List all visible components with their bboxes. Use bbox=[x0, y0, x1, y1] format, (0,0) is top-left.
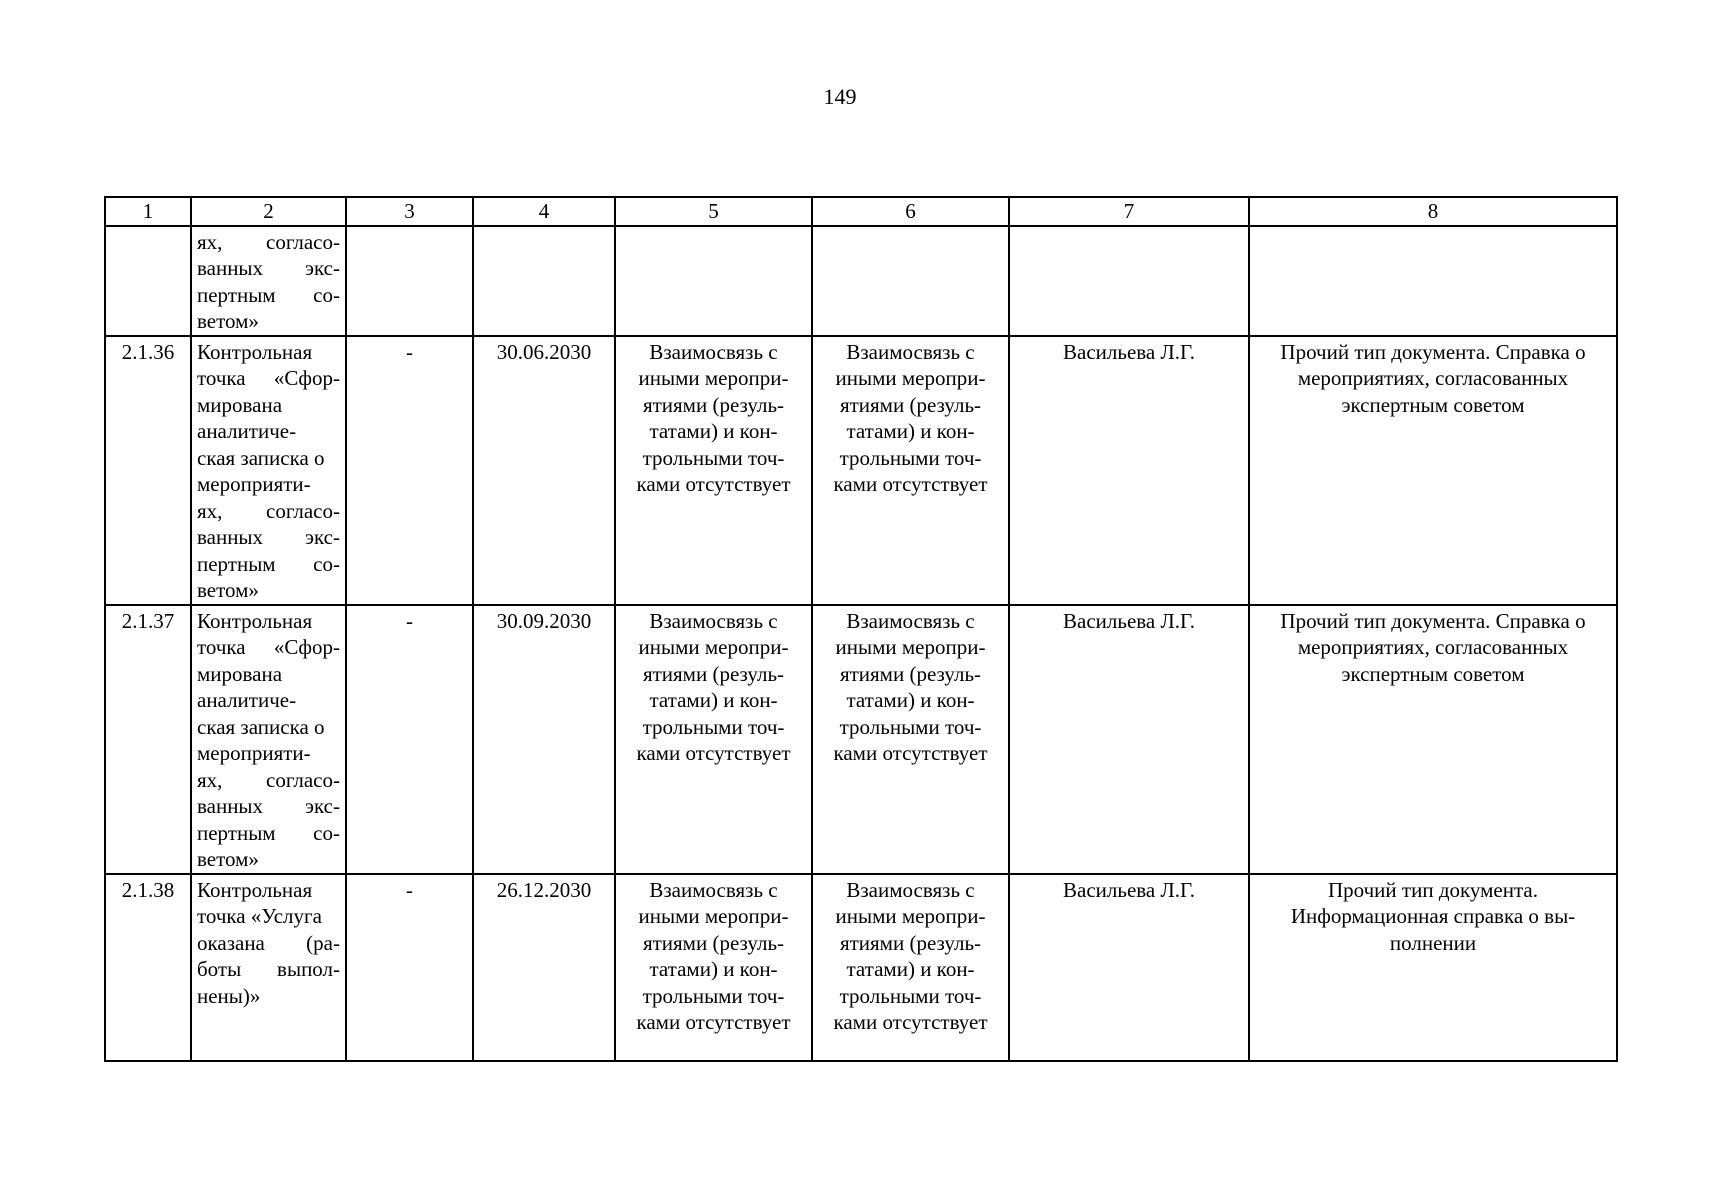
cell-document bbox=[1249, 605, 1617, 874]
name-line: нены)» bbox=[197, 983, 261, 1008]
cell-relation-2 bbox=[812, 226, 1009, 336]
name-line: Контрольная bbox=[197, 877, 313, 902]
name-line: боты выпол- bbox=[197, 957, 340, 981]
relation-line: ятиями (резуль- bbox=[642, 392, 785, 417]
cell-name bbox=[191, 874, 346, 1061]
relation-line: иными меропри- bbox=[638, 635, 789, 659]
relation-line: Взаимосвязь с bbox=[846, 608, 975, 633]
cell-date: 30.06.2030 bbox=[473, 336, 615, 605]
continuation-row bbox=[105, 226, 1617, 336]
cell-responsible bbox=[1009, 226, 1249, 336]
relation-line: татами) и кон- bbox=[846, 957, 975, 981]
cell-number bbox=[105, 226, 191, 336]
name-line: пертным со- bbox=[197, 820, 340, 845]
relation-line: Взаимосвязь с bbox=[846, 877, 975, 902]
relation-line: трольными точ- bbox=[642, 983, 785, 1008]
name-line: пертным со- bbox=[197, 282, 340, 307]
cell-relation-1 bbox=[615, 605, 812, 874]
name-line: ванных экс- bbox=[197, 256, 340, 280]
name-line: пертным со- bbox=[197, 551, 340, 576]
column-number-row bbox=[105, 197, 1617, 226]
document-line: Информационная справка о вы- bbox=[1290, 904, 1576, 928]
relation-line: ками отсутствует bbox=[636, 472, 791, 496]
cell-document bbox=[1249, 336, 1617, 605]
cell-name bbox=[191, 336, 346, 605]
cell-relation-2 bbox=[812, 605, 1009, 874]
name-line: аналитиче- bbox=[197, 419, 297, 443]
relation-line: Взаимосвязь с bbox=[649, 339, 778, 364]
relation-line: Взаимосвязь с bbox=[649, 608, 778, 633]
relation-line: ками отсутствует bbox=[636, 741, 791, 765]
table-row bbox=[105, 874, 1617, 1061]
cell-responsible: Васильева Л.Г. bbox=[1009, 336, 1249, 605]
relation-line: трольными точ- bbox=[642, 445, 785, 470]
column-header: 2 bbox=[191, 197, 346, 226]
cell-col3: - bbox=[346, 605, 473, 874]
cell-date: 30.09.2030 bbox=[473, 605, 615, 874]
cell-relation-2 bbox=[812, 336, 1009, 605]
cell-col3: - bbox=[346, 336, 473, 605]
relation-line: Взаимосвязь с bbox=[649, 877, 778, 902]
relation-line: трольными точ- bbox=[839, 983, 982, 1008]
column-header: 6 bbox=[812, 197, 1009, 226]
cell-number: 2.1.37 bbox=[105, 605, 191, 874]
relation-line: ятиями (резуль- bbox=[642, 930, 785, 955]
cell-name bbox=[191, 226, 346, 336]
relation-line: трольными точ- bbox=[839, 714, 982, 739]
column-header: 8 bbox=[1249, 197, 1617, 226]
cell-name bbox=[191, 605, 346, 874]
table-row bbox=[105, 336, 1617, 605]
cell-relation-1 bbox=[615, 226, 812, 336]
column-header: 4 bbox=[473, 197, 615, 226]
name-line: ветом» bbox=[197, 847, 259, 871]
document-line: экспертным советом bbox=[1341, 392, 1525, 417]
cell-number: 2.1.38 bbox=[105, 874, 191, 1061]
cell-date: 26.12.2030 bbox=[473, 874, 615, 1061]
document-line: экспертным советом bbox=[1341, 661, 1525, 686]
name-line: Контрольная bbox=[197, 608, 313, 633]
column-header: 5 bbox=[615, 197, 812, 226]
relation-line: ками отсутствует bbox=[636, 1010, 791, 1034]
relation-line: ками отсутствует bbox=[833, 1010, 988, 1034]
relation-line: иными меропри- bbox=[638, 904, 789, 928]
name-line: ях, согласо- bbox=[197, 498, 340, 523]
relation-line: татами) и кон- bbox=[649, 688, 778, 712]
relation-line: ятиями (резуль- bbox=[839, 661, 982, 686]
cell-document bbox=[1249, 874, 1617, 1061]
relation-line: иными меропри- bbox=[835, 635, 986, 659]
name-line: ская записка о bbox=[197, 445, 325, 470]
document-line: полнении bbox=[1389, 930, 1477, 955]
relation-line: ятиями (резуль- bbox=[839, 392, 982, 417]
table-header bbox=[105, 197, 1617, 226]
page-number: 149 bbox=[823, 84, 857, 109]
relation-line: татами) и кон- bbox=[846, 688, 975, 712]
table-row bbox=[105, 605, 1617, 874]
name-line: мероприяти- bbox=[197, 472, 311, 496]
document-line: мероприятиях, согласованных bbox=[1297, 366, 1569, 390]
relation-line: ятиями (резуль- bbox=[642, 661, 785, 686]
name-line: ванных экс- bbox=[197, 525, 340, 549]
column-header: 1 bbox=[105, 197, 191, 226]
document-line: Прочий тип документа. Справка о bbox=[1280, 608, 1586, 633]
column-header: 3 bbox=[346, 197, 473, 226]
name-line: мероприяти- bbox=[197, 741, 311, 765]
cell-number: 2.1.36 bbox=[105, 336, 191, 605]
relation-line: иными меропри- bbox=[835, 366, 986, 390]
cell-document bbox=[1249, 226, 1617, 336]
name-line: мирована bbox=[197, 661, 283, 686]
relation-line: трольными точ- bbox=[839, 445, 982, 470]
relation-line: ятиями (резуль- bbox=[839, 930, 982, 955]
cell-date bbox=[473, 226, 615, 336]
cell-relation-1 bbox=[615, 336, 812, 605]
relation-line: Взаимосвязь с bbox=[846, 339, 975, 364]
document-line: Прочий тип документа. bbox=[1328, 877, 1538, 902]
name-line: ветом» bbox=[197, 578, 259, 602]
name-line: мирована bbox=[197, 392, 283, 417]
cell-responsible: Васильева Л.Г. bbox=[1009, 874, 1249, 1061]
cell-relation-1 bbox=[615, 874, 812, 1061]
name-line: аналитиче- bbox=[197, 688, 297, 712]
name-line: оказана (ра- bbox=[197, 930, 340, 955]
cell-col3 bbox=[346, 226, 473, 336]
name-line: ская записка о bbox=[197, 714, 325, 739]
control-points-table bbox=[104, 196, 1618, 1062]
document-line: мероприятиях, согласованных bbox=[1297, 635, 1569, 659]
relation-line: татами) и кон- bbox=[649, 419, 778, 443]
name-line: Контрольная bbox=[197, 339, 313, 364]
name-line: ветом» bbox=[197, 309, 259, 333]
name-line: точка «Сфор- bbox=[197, 366, 340, 390]
cell-responsible: Васильева Л.Г. bbox=[1009, 605, 1249, 874]
name-line: ях, согласо- bbox=[197, 229, 340, 254]
relation-line: иными меропри- bbox=[835, 904, 986, 928]
name-line: ванных экс- bbox=[197, 794, 340, 818]
document-line: Прочий тип документа. Справка о bbox=[1280, 339, 1586, 364]
relation-line: татами) и кон- bbox=[846, 419, 975, 443]
cell-relation-2 bbox=[812, 874, 1009, 1061]
relation-line: трольными точ- bbox=[642, 714, 785, 739]
cell-col3: - bbox=[346, 874, 473, 1061]
name-line: точка «Услуга bbox=[197, 904, 322, 928]
relation-line: иными меропри- bbox=[638, 366, 789, 390]
name-line: ях, согласо- bbox=[197, 767, 340, 792]
relation-line: ками отсутствует bbox=[833, 741, 988, 765]
column-header: 7 bbox=[1009, 197, 1249, 226]
relation-line: татами) и кон- bbox=[649, 957, 778, 981]
relation-line: ками отсутствует bbox=[833, 472, 988, 496]
name-line: точка «Сфор- bbox=[197, 635, 340, 659]
